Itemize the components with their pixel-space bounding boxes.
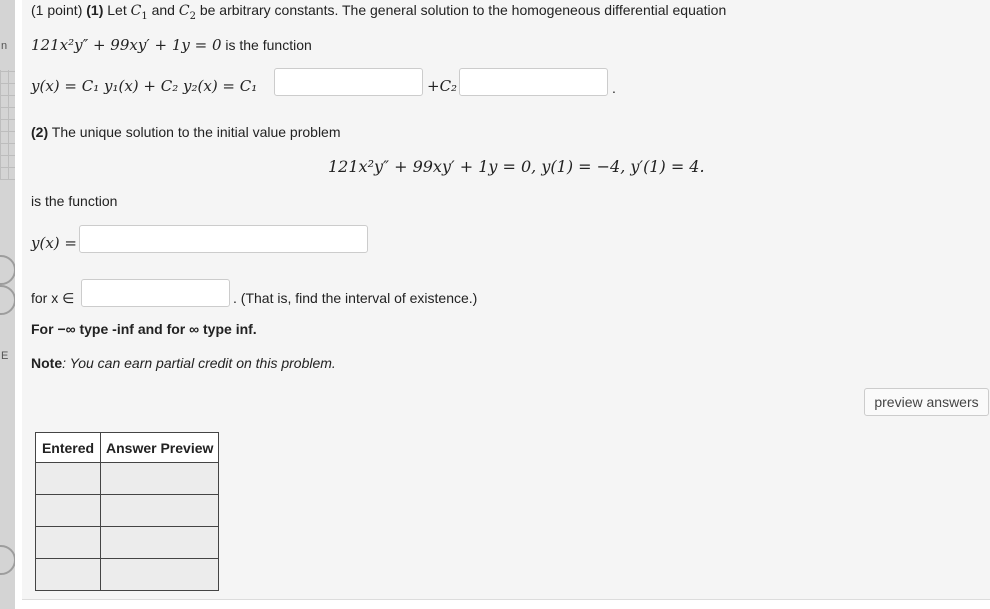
y2-answer-input[interactable] — [459, 68, 608, 96]
background-text-fragment: n — [1, 40, 8, 52]
preview-cell — [101, 463, 219, 495]
intro-text-cont: be arbitrary constants. The general solution to the homogeneous differential equation — [199, 2, 727, 18]
equation-line — [31, 36, 312, 54]
for-x-in-label: for x ∈ — [31, 290, 75, 306]
problem-intro-line — [31, 2, 726, 22]
and-text: and — [151, 2, 175, 18]
answer-preview-column-header: Answer Preview — [101, 433, 219, 463]
entered-cell — [36, 463, 101, 495]
preview-cell — [101, 559, 219, 591]
general-solution-lhs: y(x) = C₁ y₁(x) + C₂ y₂(x) = C₁ — [31, 77, 258, 95]
background-arc — [0, 255, 15, 285]
period: . — [612, 80, 616, 96]
is-function-text: is the function — [225, 37, 312, 53]
interval-note: . (That is, find the interval of existence.) — [233, 290, 478, 306]
partial-credit-note — [31, 355, 336, 371]
intro-text: Let — [107, 2, 127, 18]
note-text: : You can earn partial credit on this problem. — [62, 355, 336, 371]
table-row — [36, 559, 219, 591]
part1-label: (1) — [86, 2, 104, 18]
y1-answer-input[interactable] — [274, 68, 423, 96]
plus-c2-label: +C₂ — [427, 77, 458, 95]
background-arc — [0, 545, 15, 575]
entered-cell — [36, 559, 101, 591]
table-row — [36, 463, 219, 495]
homogeneous-equation: 121x²y″ + 99xy′ + 1y = 0 — [31, 36, 222, 54]
table-row — [36, 495, 219, 527]
table-row — [36, 527, 219, 559]
points-label: (1 point) — [31, 2, 83, 18]
background-grid — [0, 70, 15, 180]
ivp-equation: 121x²y″ + 99xy′ + 1y = 0, y(1) = −4, y′(1) = 4. — [328, 157, 705, 176]
particular-solution-input[interactable] — [79, 225, 368, 253]
particular-solution-label: y(x) = — [31, 234, 77, 252]
part2-text: The unique solution to the initial value problem — [51, 124, 341, 140]
part2-intro — [31, 124, 341, 140]
note-label: Note — [31, 355, 63, 371]
entered-column-header: Entered — [36, 433, 101, 463]
entered-cell — [36, 527, 101, 559]
answer-table-header — [36, 433, 219, 463]
preview-cell — [101, 495, 219, 527]
constant-c2: $C_2$ — [178, 3, 196, 22]
answer-table — [35, 432, 219, 591]
part2-label: (2) — [31, 124, 49, 140]
background-arc — [0, 285, 15, 315]
preview-cell — [101, 527, 219, 559]
entered-cell — [36, 495, 101, 527]
preview-answers-button[interactable]: preview answers — [864, 388, 989, 416]
interval-input[interactable] — [81, 279, 230, 307]
background-window-strip — [0, 0, 15, 609]
background-text-fragment: E — [1, 350, 9, 362]
is-the-function-text: is the function — [31, 193, 118, 209]
infinity-instructions: For −∞ type -inf and for ∞ type inf. — [31, 321, 257, 337]
constant-c1: $C_1$ — [130, 3, 148, 22]
